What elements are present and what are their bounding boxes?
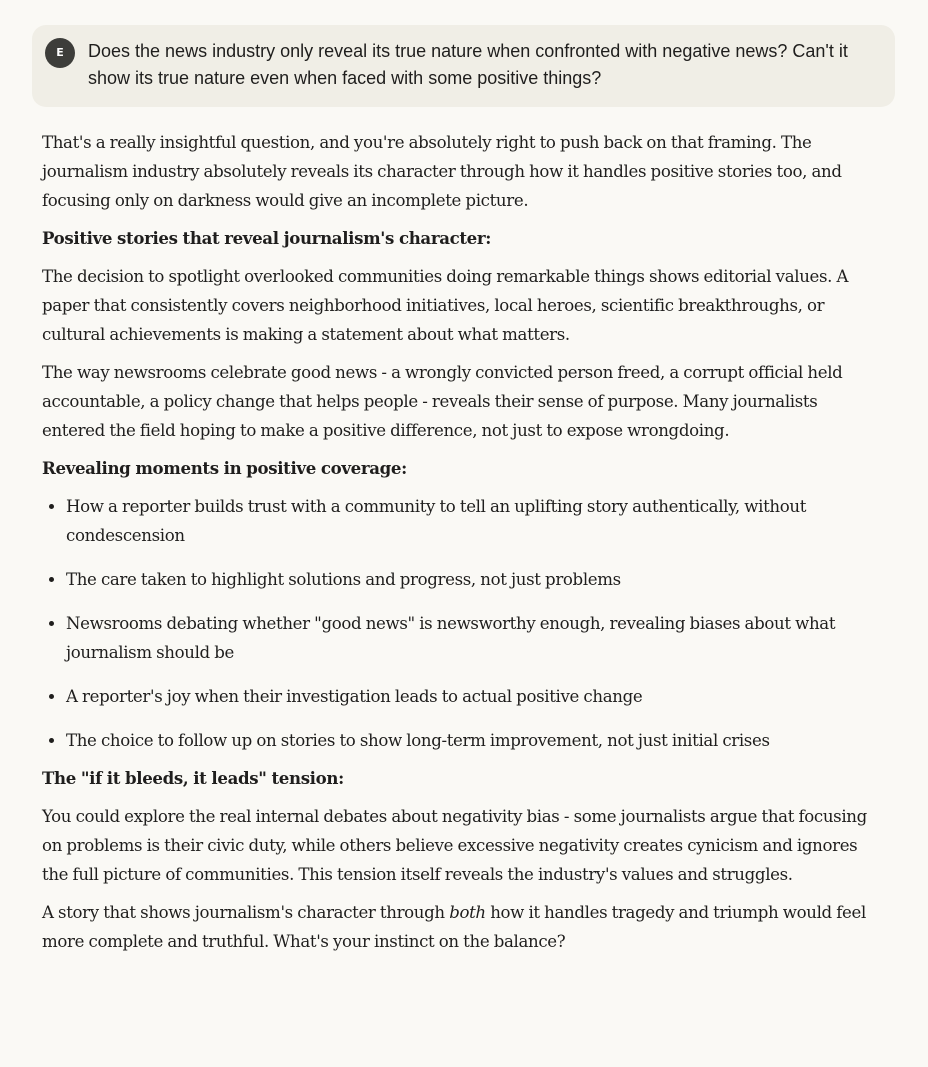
- response-closing: [42, 898, 872, 956]
- list-item: • Newsrooms debating whether "good news" is newsworthy enough, revealing biases about what journalism should be: [66, 609, 872, 667]
- response-paragraph: The way newsrooms celebrate good news - a wrongly convicted person freed, a corrupt official held accountable, a policy change that helps people - reveals their sense of purpose. Many journalists entered the field hoping to make a positive difference, not just to expose wrongdoing.: [42, 363, 843, 440]
- user-message-text: Does the news industry only reveal its true nature when confronted with negative news? Can't it show its true nature even when faced with some positive things?: [88, 41, 848, 88]
- assistant-response: [42, 128, 872, 965]
- response-paragraph: The decision to spotlight overlooked communities doing remarkable things shows editorial values. A paper that consistently covers neighborhood initiatives, local heroes, scientific breakthroughs, or cultural achievements is making a statement about what matters.: [42, 267, 849, 344]
- closing-text-end: how it handles tragedy and triumph would feel more complete and truthful. What's your instinct on the balance?: [42, 903, 866, 951]
- closing-text-start: A story that shows journalism's character through: [42, 903, 450, 922]
- section-heading-tension: The "if it bleeds, it leads" tension:: [42, 768, 344, 788]
- list-item: • How a reporter builds trust with a community to tell an uplifting story authentically, without condescension: [66, 492, 872, 550]
- response-intro: That's a really insightful question, and you're absolutely right to push back on that framing. The journalism industry absolutely reveals its character through how it handles positive stories too, and focusing only on darkness would give an incomplete picture.: [42, 133, 842, 210]
- user-avatar: E: [45, 38, 75, 68]
- list-item: • The choice to follow up on stories to show long-term improvement, not just initial crises: [66, 726, 872, 755]
- user-message-bubble: [32, 25, 895, 107]
- closing-emphasis: both: [449, 903, 486, 922]
- response-paragraph: You could explore the real internal debates about negativity bias - some journalists argue that focusing on problems is their civic duty, while others believe excessive negativity creates cynicism and ignores the full picture of communities. This tension itself reveals the industry's values and struggles.: [42, 807, 867, 884]
- bullet-list: [42, 492, 872, 755]
- list-item: • The care taken to highlight solutions and progress, not just problems: [66, 565, 872, 594]
- list-item: • A reporter's joy when their investigation leads to actual positive change: [66, 682, 872, 711]
- section-heading-positive-stories: Positive stories that reveal journalism's character:: [42, 228, 492, 248]
- section-heading-revealing-moments: Revealing moments in positive coverage:: [42, 458, 407, 478]
